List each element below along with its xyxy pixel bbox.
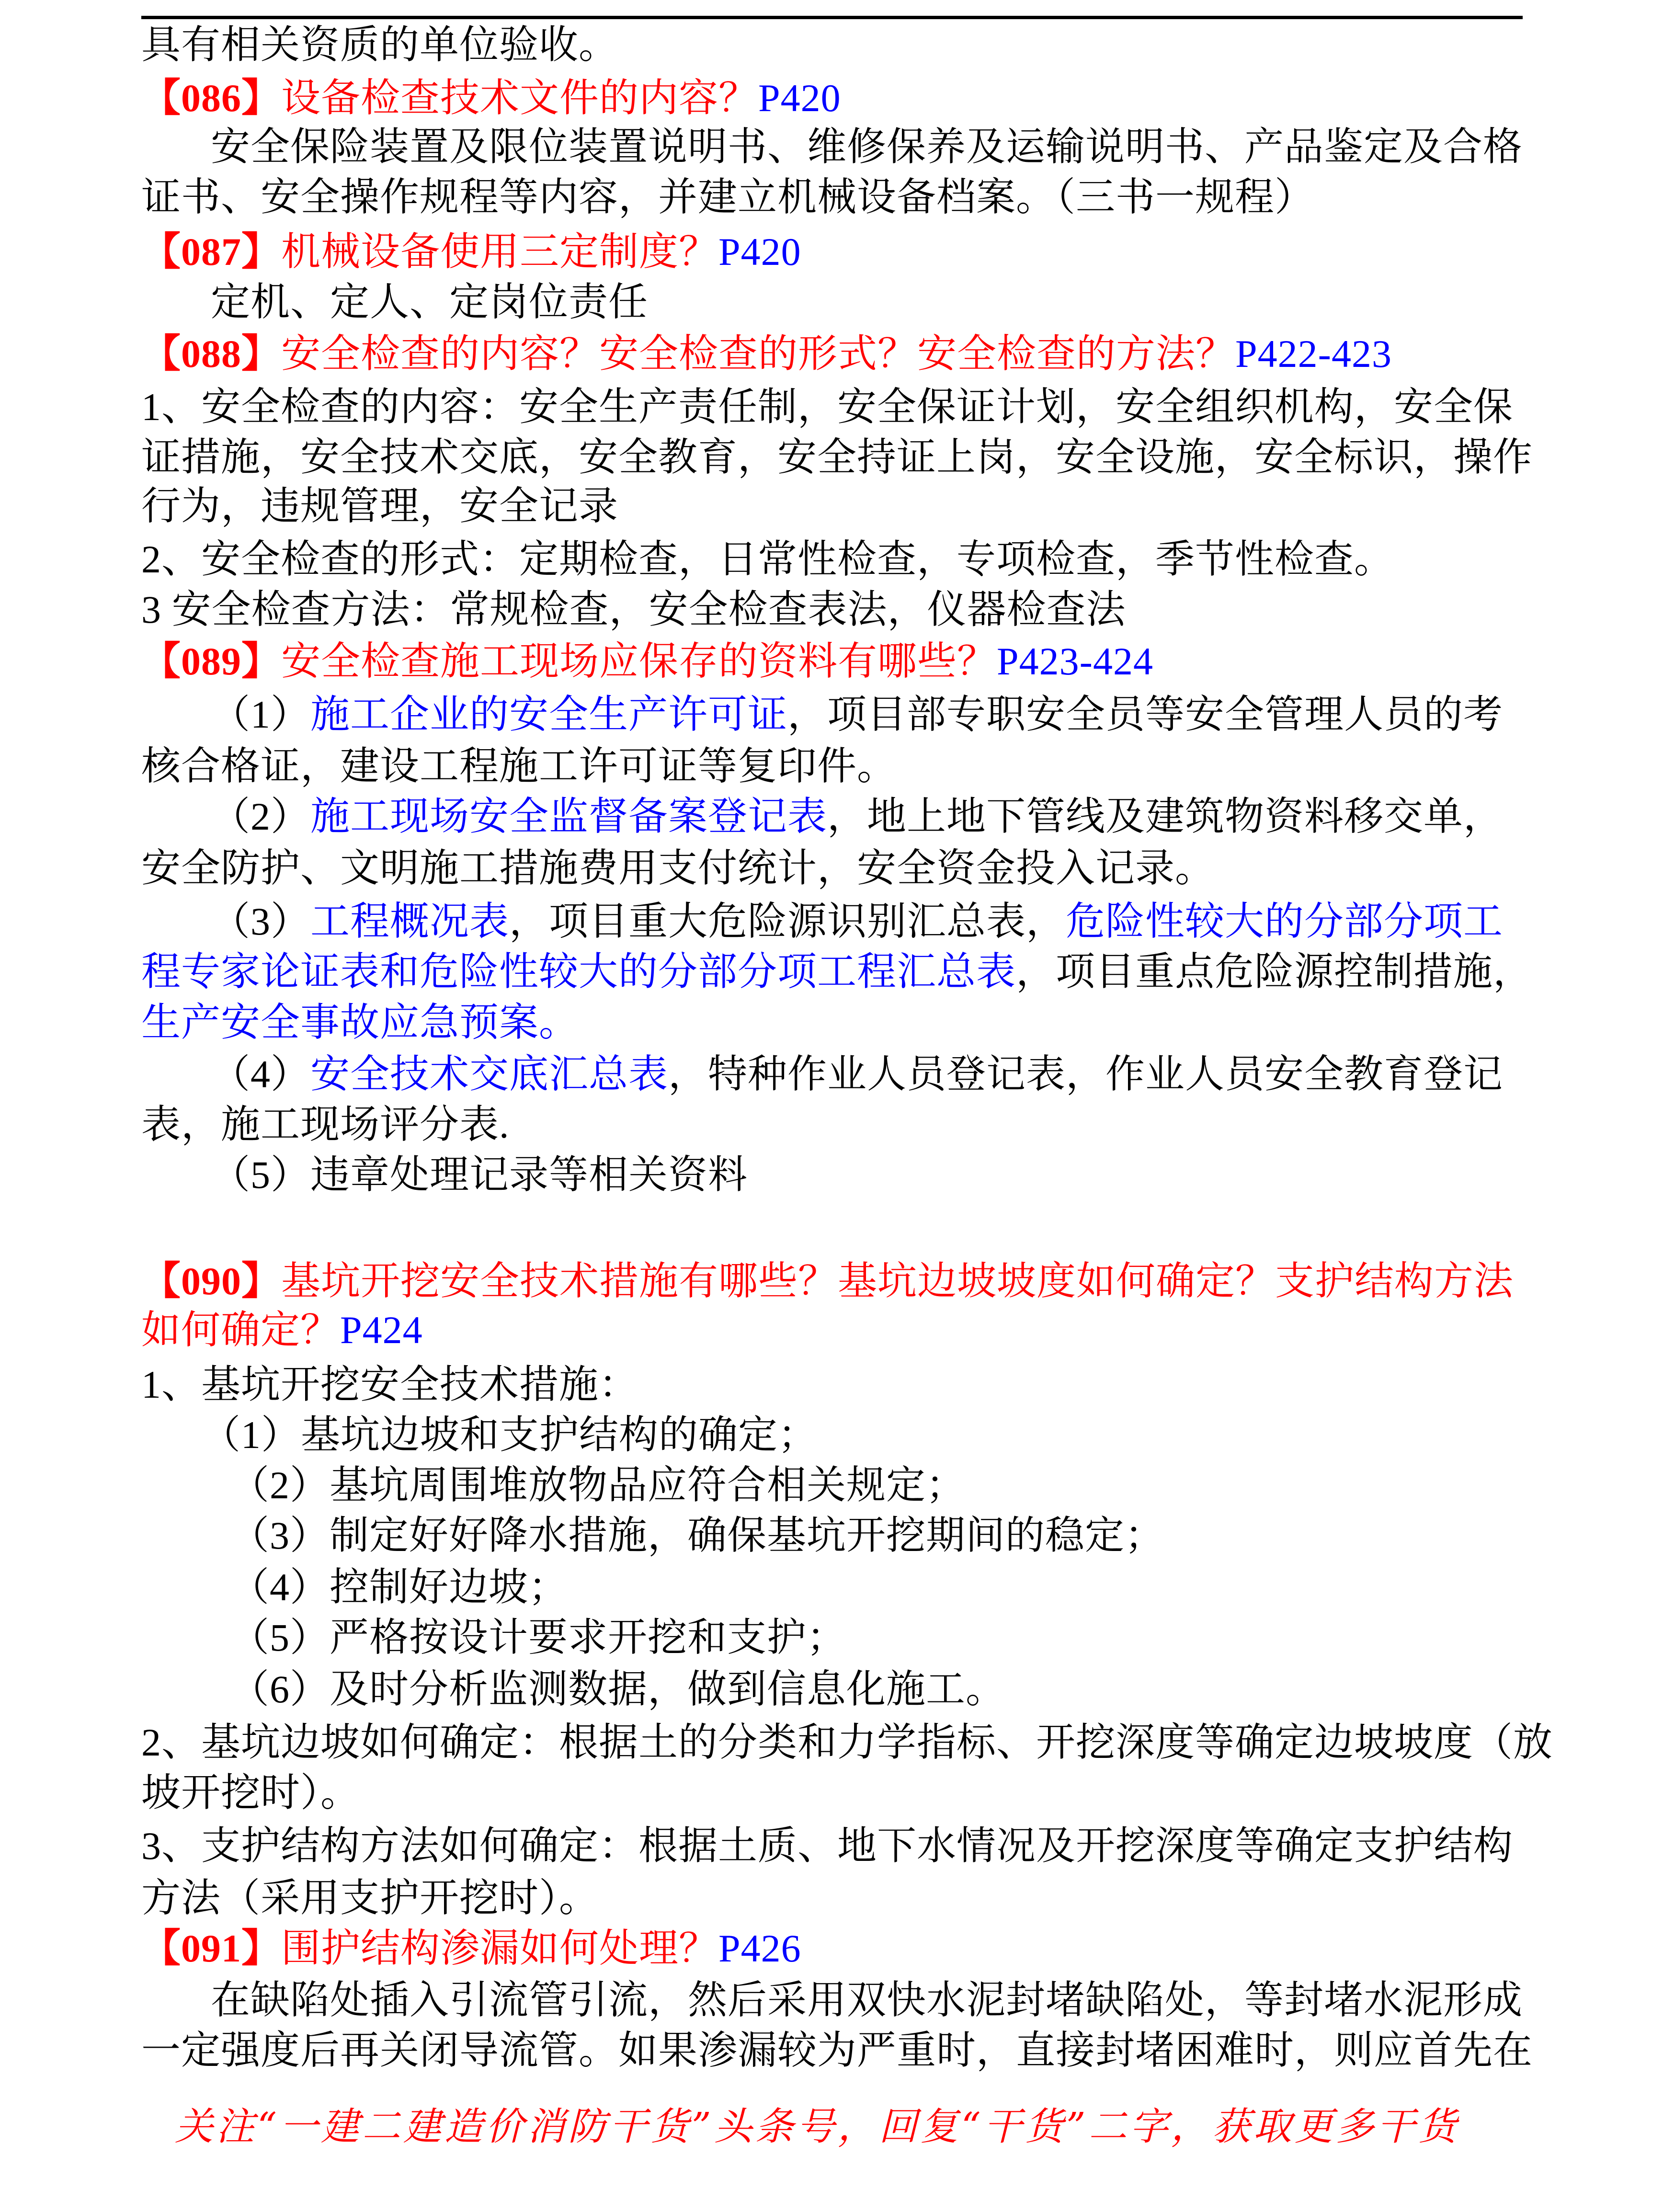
- answer-line: [230, 1512, 1523, 1560]
- body-text: （1）基坑边坡和支护结构的确定；: [201, 1413, 818, 1457]
- body-text: 3、支护结构方法如何确定：根据土质、地下水情况及开挖深度等确定支护结构: [141, 1824, 1514, 1868]
- answer-line: [230, 1665, 1523, 1713]
- answer-line: [211, 1976, 1523, 2024]
- body-text: 在缺陷处插入引流管引流，然后采用双快水泥封堵缺陷处，等封堵水泥形成: [211, 1978, 1523, 2022]
- answer-line: [230, 1461, 1523, 1509]
- body-text: 坡开挖时）。: [141, 1771, 361, 1814]
- item-marker: （1）: [211, 693, 311, 736]
- question-heading-089: [141, 638, 1523, 685]
- page-reference: P423-424: [997, 639, 1153, 683]
- question-number: 【090】: [141, 1259, 282, 1303]
- body-text: 行为，违规管理，安全记录: [141, 484, 619, 528]
- body-text: 方法（采用支护开挖时）。: [141, 1876, 599, 1920]
- question-heading-086: [141, 74, 1523, 122]
- question-text: 如何确定？: [141, 1308, 341, 1352]
- answer-line: [201, 1411, 1523, 1459]
- body-text: 1、安全检查的内容：安全生产责任制，安全保证计划，安全组织机构，安全保: [141, 385, 1514, 429]
- highlighted-text: 施工企业的安全生产许可证: [310, 693, 788, 736]
- answer-line: [141, 2027, 1533, 2075]
- body-line: [141, 21, 1523, 69]
- highlighted-text: 生产安全事故应急预案。: [141, 1001, 579, 1044]
- body-text: 1、基坑开挖安全技术措施：: [141, 1363, 639, 1406]
- body-text: 3 安全检查方法：常规检查，安全检查表法，仪器检查法: [141, 588, 1126, 631]
- body-text: 证书、安全操作规程等内容，并建立机械设备档案。（三书一规程）: [141, 175, 1315, 219]
- page-reference: P422-423: [1235, 332, 1392, 376]
- body-text: ，项目部专职安全员等安全管理人员的考: [787, 693, 1504, 736]
- answer-line: [141, 536, 1523, 583]
- body-text: 表，施工现场评分表.: [141, 1103, 510, 1146]
- body-text: （3）制定好好降水措施，确保基坑开挖期间的稳定；: [230, 1514, 1165, 1557]
- answer-line: [141, 1874, 1523, 1922]
- answer-line: [211, 278, 1523, 326]
- answer-line: [141, 742, 1523, 790]
- answer-line: [211, 1050, 1523, 1098]
- question-text: 围护结构渗漏如何处理？: [281, 1927, 719, 1970]
- highlighted-text: 施工现场安全监督备案登记表: [310, 795, 828, 838]
- page-reference: P424: [340, 1308, 423, 1352]
- answer-line: [141, 1719, 1553, 1767]
- footer-promo-text: 关注“一建二建造价消防干货”头条号，回复“干货”二字，获取更多干货: [175, 2104, 1459, 2149]
- answer-line: [141, 1769, 1523, 1817]
- highlighted-text: 工程概况表: [310, 900, 510, 943]
- page-reference: P426: [718, 1927, 801, 1970]
- question-number: 【086】: [141, 76, 282, 120]
- answer-line: [141, 948, 1533, 996]
- highlighted-text: 程专家论证表和危险性较大的分部分项工程汇总表: [141, 950, 1016, 993]
- highlighted-text: 危险性较大的分部分项工: [1066, 900, 1504, 943]
- answer-line: [230, 1563, 1523, 1611]
- answer-line: [211, 691, 1523, 739]
- answer-line: [141, 433, 1533, 481]
- answer-line: [141, 999, 1523, 1047]
- page-reference: P420: [758, 76, 841, 120]
- body-text: 2、安全检查的形式：定期检查，日常性检查，专项检查，季节性检查。: [141, 537, 1394, 581]
- body-text: （4）控制好边坡；: [230, 1565, 569, 1609]
- answer-line: [141, 383, 1523, 431]
- answer-line: [141, 173, 1523, 221]
- body-text: ，地上地下管线及建筑物资料移交单，: [827, 795, 1504, 838]
- answer-line: [211, 1151, 1523, 1199]
- answer-line: [141, 1822, 1523, 1870]
- header-rule: [141, 16, 1523, 19]
- question-number: 【091】: [141, 1927, 282, 1970]
- highlighted-text: 安全技术交底汇总表: [310, 1052, 669, 1096]
- body-text: 证措施，安全技术交底，安全教育，安全持证上岗，安全设施，安全标识，操作: [141, 435, 1533, 479]
- body-text: 一定强度后再关闭导流管。如果渗漏较为严重时，直接封堵困难时，则应首先在: [141, 2029, 1533, 2072]
- question-number: 【087】: [141, 230, 282, 274]
- question-number: 【089】: [141, 639, 282, 683]
- item-marker: （2）: [211, 795, 311, 838]
- item-marker: （4）: [211, 1052, 311, 1096]
- answer-line: [211, 898, 1523, 946]
- question-heading-090-continued: [141, 1306, 1523, 1354]
- answer-line: [141, 1101, 1523, 1149]
- question-text: 基坑开挖安全技术措施有哪些？基坑边坡坡度如何确定？支护结构方法: [281, 1259, 1514, 1303]
- question-heading-091: [141, 1925, 1523, 1973]
- body-text: （5）严格按设计要求开挖和支护；: [230, 1616, 847, 1659]
- answer-line: [141, 482, 1523, 530]
- body-text: 定机、定人、定岗位责任: [211, 280, 649, 324]
- answer-line: [230, 1614, 1523, 1662]
- body-text: ，特种作业人员登记表，作业人员安全教育登记: [668, 1052, 1504, 1096]
- body-text: （6）及时分析监测数据，做到信息化施工。: [230, 1667, 1006, 1711]
- answer-line: [141, 844, 1523, 892]
- question-number: 【088】: [141, 332, 282, 376]
- question-text: 安全检查施工现场应保存的资料有哪些？: [281, 639, 997, 683]
- question-heading-088: [141, 330, 1523, 378]
- body-text: 核合格证，建设工程施工许可证等复印件。: [141, 744, 897, 788]
- body-text: （2）基坑周围堆放物品应符合相关规定；: [230, 1463, 966, 1507]
- answer-line: [211, 123, 1523, 171]
- question-text: 机械设备使用三定制度？: [281, 230, 719, 274]
- answer-line: [141, 1361, 1523, 1409]
- question-heading-090: [141, 1257, 1523, 1305]
- body-text: 安全保险装置及限位装置说明书、维修保养及运输说明书、产品鉴定及合格: [211, 125, 1523, 169]
- body-text: ，项目重大危险源识别汇总表，: [509, 900, 1066, 943]
- body-text: 具有相关资质的单位验收。: [141, 23, 619, 67]
- answer-line: [211, 793, 1523, 841]
- body-text: （5）违章处理记录等相关资料: [211, 1153, 748, 1197]
- page-reference: P420: [718, 230, 801, 274]
- question-heading-087: [141, 228, 1523, 276]
- item-marker: （3）: [211, 900, 311, 943]
- body-text: 2、基坑边坡如何确定：根据土的分类和力学指标、开挖深度等确定边坡坡度（放: [141, 1721, 1553, 1764]
- question-text: 设备检查技术文件的内容？: [281, 76, 759, 120]
- answer-line: [141, 586, 1523, 634]
- body-text: 安全防护、文明施工措施费用支付统计，安全资金投入记录。: [141, 846, 1215, 890]
- body-text: ，项目重点危险源控制措施，: [1016, 950, 1533, 993]
- question-text: 安全检查的内容？安全检查的形式？安全检查的方法？: [281, 332, 1236, 376]
